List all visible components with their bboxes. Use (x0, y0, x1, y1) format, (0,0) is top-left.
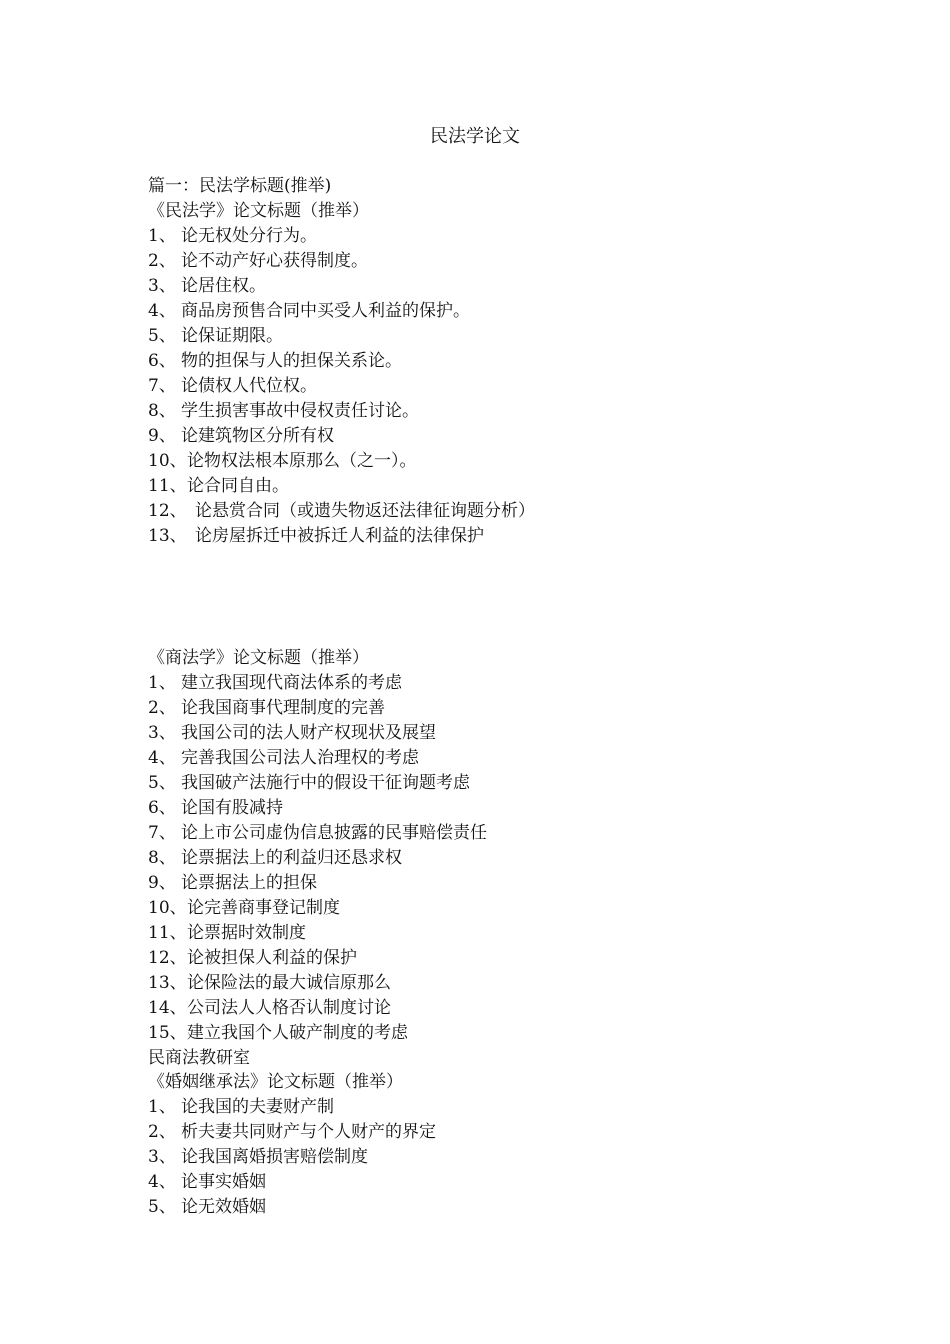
item-number: 3、 (148, 1147, 176, 1167)
item-number: 3、 (148, 276, 176, 296)
item-number: 11、 (148, 476, 187, 496)
section-marriage-law (148, 1070, 848, 1220)
list-item (148, 696, 848, 721)
item-text: 论保证期限。 (181, 326, 283, 346)
section-subheading: 《商法学》论文标题（推举） (148, 648, 369, 668)
section-commercial-law (148, 646, 848, 1071)
list-item (148, 1095, 848, 1120)
list-item (148, 374, 848, 399)
list-item (148, 299, 848, 324)
list-item (148, 499, 848, 524)
section-subheading: 《民法学》论文标题（推举） (148, 201, 369, 221)
item-text: 论完善商事登记制度 (187, 898, 340, 918)
item-number: 14、 (148, 998, 187, 1018)
item-number: 2、 (148, 1122, 176, 1142)
list-item (148, 896, 848, 921)
item-text: 我国公司的法人财产权现状及展望 (181, 723, 436, 743)
item-number: 9、 (148, 426, 176, 446)
list-item (148, 1145, 848, 1170)
item-text: 公司法人人格否认制度讨论 (187, 998, 391, 1018)
list-item (148, 671, 848, 696)
list-item (148, 349, 848, 374)
list-item (148, 1120, 848, 1145)
item-number: 13、 (148, 526, 187, 546)
list-item (148, 1021, 848, 1046)
item-number: 12、 (148, 948, 187, 968)
list-item (148, 721, 848, 746)
item-text: 论我国离婚损害赔偿制度 (181, 1147, 368, 1167)
item-text: 完善我国公司法人治理权的考虑 (181, 748, 419, 768)
topic-list (148, 224, 848, 549)
item-text: 论悬赏合同（或遗失物返还法律征询题分析） (195, 501, 535, 521)
item-number: 4、 (148, 1172, 176, 1192)
list-item (148, 946, 848, 971)
list-item (148, 871, 848, 896)
department-name: 民商法教研室 (148, 1048, 250, 1068)
section-civil-law (148, 174, 848, 549)
list-item (148, 474, 848, 499)
item-number: 1、 (148, 226, 176, 246)
item-number: 8、 (148, 401, 176, 421)
list-item (148, 524, 848, 549)
list-item (148, 1170, 848, 1195)
topic-list (148, 671, 848, 1046)
item-text: 论票据时效制度 (187, 923, 306, 943)
item-text: 物的担保与人的担保关系论。 (181, 351, 402, 371)
list-item (148, 996, 848, 1021)
item-number: 12、 (148, 501, 187, 521)
item-number: 4、 (148, 301, 176, 321)
list-item (148, 424, 848, 449)
list-item (148, 796, 848, 821)
item-number: 5、 (148, 773, 176, 793)
item-text: 论我国的夫妻财产制 (181, 1097, 334, 1117)
item-text: 论房屋拆迁中被拆迁人利益的法律保护 (195, 526, 484, 546)
item-text: 论债权人代位权。 (181, 376, 317, 396)
topic-list (148, 1095, 848, 1220)
item-number: 7、 (148, 823, 176, 843)
item-number: 2、 (148, 698, 176, 718)
item-text: 商品房预售合同中买受人利益的保护。 (181, 301, 470, 321)
item-number: 5、 (148, 1197, 176, 1217)
item-number: 9、 (148, 873, 176, 893)
item-text: 论事实婚姻 (181, 1172, 266, 1192)
section-subheading: 《婚姻继承法》论文标题（推举） (148, 1072, 403, 1092)
list-item (148, 274, 848, 299)
item-text: 论无权处分行为。 (181, 226, 317, 246)
item-number: 6、 (148, 351, 176, 371)
list-item (148, 821, 848, 846)
item-text: 论上市公司虚伪信息披露的民事赔偿责任 (181, 823, 487, 843)
item-text: 论无效婚姻 (181, 1197, 266, 1217)
item-number: 8、 (148, 848, 176, 868)
item-number: 11、 (148, 923, 187, 943)
item-number: 10、 (148, 898, 187, 918)
list-item (148, 1195, 848, 1220)
list-item (148, 449, 848, 474)
item-text: 论国有股减持 (181, 798, 283, 818)
item-number: 2、 (148, 251, 176, 271)
item-text: 论合同自由。 (187, 476, 289, 496)
list-item (148, 771, 848, 796)
list-item (148, 249, 848, 274)
item-text: 建立我国现代商法体系的考虑 (181, 673, 402, 693)
item-number: 4、 (148, 748, 176, 768)
item-text: 析夫妻共同财产与个人财产的界定 (181, 1122, 436, 1142)
item-number: 7、 (148, 376, 176, 396)
list-item (148, 846, 848, 871)
list-item (148, 746, 848, 771)
item-number: 5、 (148, 326, 176, 346)
item-text: 建立我国个人破产制度的考虑 (187, 1023, 408, 1043)
section-heading: 篇一：民法学标题(推举) (148, 176, 332, 196)
item-text: 我国破产法施行中的假设干征询题考虑 (181, 773, 470, 793)
item-number: 1、 (148, 673, 176, 693)
item-number: 1、 (148, 1097, 176, 1117)
item-number: 13、 (148, 973, 187, 993)
item-text: 论保险法的最大诚信原那么 (187, 973, 391, 993)
list-item (148, 399, 848, 424)
item-number: 15、 (148, 1023, 187, 1043)
item-number: 3、 (148, 723, 176, 743)
list-item (148, 324, 848, 349)
document-title: 民法学论文 (430, 126, 520, 147)
item-text: 论不动产好心获得制度。 (181, 251, 368, 271)
item-text: 论被担保人利益的保护 (187, 948, 357, 968)
list-item (148, 921, 848, 946)
item-text: 论票据法上的利益归还恳求权 (181, 848, 402, 868)
item-text: 论票据法上的担保 (181, 873, 317, 893)
item-number: 10、 (148, 451, 187, 471)
list-item (148, 971, 848, 996)
item-text: 论物权法根本原那么（之一）。 (187, 451, 417, 471)
list-item (148, 224, 848, 249)
item-text: 论建筑物区分所有权 (181, 426, 334, 446)
item-text: 论我国商事代理制度的完善 (181, 698, 385, 718)
item-text: 学生损害事故中侵权责任讨论。 (181, 401, 419, 421)
item-number: 6、 (148, 798, 176, 818)
item-text: 论居住权。 (181, 276, 266, 296)
